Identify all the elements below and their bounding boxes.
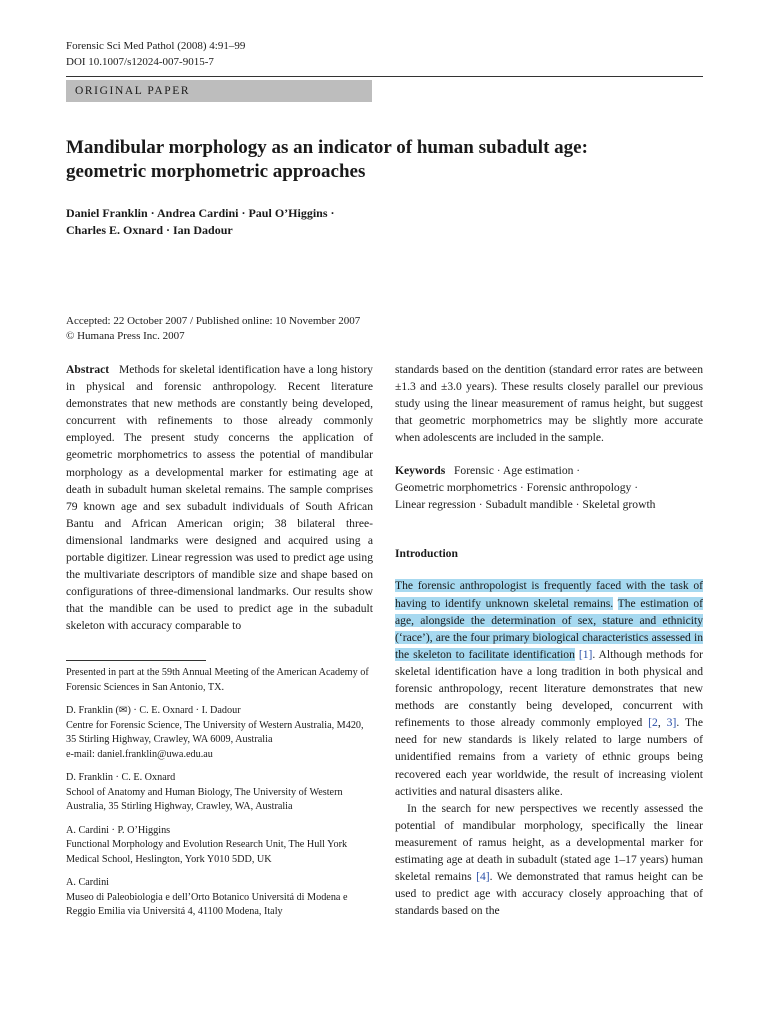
- affiliation-1-address: Centre for Forensic Science, The University of Western Australia, M420, 35 Stirling Highway, Crawley, WA 6009, Australia: [66, 719, 364, 745]
- right-column: [395, 361, 703, 919]
- affiliation-3-names: A. Cardini · P. O’Higgins: [66, 824, 171, 836]
- journal-citation: [66, 38, 245, 70]
- citation-link-1[interactable]: [1]: [578, 647, 593, 661]
- affiliation-2-address: School of Anatomy and Human Biology, The University of Western Australia, 35 Stirling Highway, Crawley, WA, Australia: [66, 786, 343, 812]
- highlighted-sentence-1[interactable]: The forensic anthropologist is frequently faced with the task of having to identify unknown skeletal remains.: [395, 579, 703, 610]
- article-type-banner: ORIGINAL PAPER: [66, 80, 372, 102]
- introduction-heading: Introduction: [395, 547, 458, 561]
- abstract-text: Methods for skeletal identification have a long history in physical and forensic anthropology. Recent literature demonstrates that new methods are constantly being developed, concurrent with refinements to those already commonly employed. The present study concerns the application of geometric morphometrics to assess the potential of mandibular morphology as a developmental marker for estimating age at death in subadult human skeletal remains. The sample comprises 79 known age and sex subadult individuals of South African Bantu and African American origin; 38 bilateral three-dimensional landmarks were designed and acquired using a portable digitizer. Linear regression was used to predict age using the multivariate descriptors of mandible size and shape based on configurations of three-dimensional landmarks. Our results show that the mandible can be used to predict age in the subadult skeleton with accuracy comparable to: [66, 363, 373, 633]
- keywords-label: Keywords: [395, 464, 446, 478]
- keywords-line-2: Geometric morphometrics · Forensic anthropology ·: [395, 481, 639, 495]
- intro-paragraph-1: [395, 577, 703, 799]
- affiliation-2-names: D. Franklin · C. E. Oxnard: [66, 772, 176, 783]
- author-list: [66, 205, 706, 239]
- affiliation-2: [66, 771, 373, 815]
- keywords-line-1: Forensic · Age estimation ·: [453, 464, 581, 478]
- keywords-line-3: Linear regression · Subadult mandible · Skeletal growth: [395, 498, 656, 512]
- publication-dates: [66, 314, 466, 344]
- citation-separator: ,: [657, 716, 667, 730]
- affiliation-4-names: A. Cardini: [66, 877, 110, 888]
- keywords: [395, 462, 703, 513]
- affiliation-4: [66, 876, 373, 920]
- paper-title: [66, 136, 706, 184]
- intro-p2-text-a: In the search for new perspectives we recently assessed the potential of mandibular morphology, specifically the linear measurement of ramus height, as a developmental marker for estimating age at death in subadult (stated age 1–17 years) human skeletal remains: [395, 801, 703, 884]
- intro-paragraph-2: [395, 800, 703, 920]
- affiliation-4-address: Museo di Paleobiologia e dell’Orto Botanico Universitá di Modena e Reggio Emilia via Universitá 4, 41100 Modena, Italy: [66, 891, 348, 917]
- introduction-body: [395, 577, 703, 919]
- accepted-published: Accepted: 22 October 2007 / Published online: 10 November 2007: [66, 315, 361, 327]
- intro-p1-text-a: . Although methods for skeletal identification have a long tradition in both physical and forensic anthropology, recent literature demonstrates that new methods are constantly being developed, concurrent with refinements to those already commonly employed: [395, 647, 704, 730]
- intro-p2-text-b: . We demonstrated that ramus height can be used to predict age with accuracy closely approaching that of standards based on the: [395, 870, 703, 918]
- affiliation-1: [66, 704, 373, 762]
- citation-link-4[interactable]: [4]: [476, 870, 490, 884]
- presented-note: Presented in part at the 59th Annual Meeting of the American Academy of Forensic Sciences in San Antonio, TX.: [66, 667, 369, 693]
- intro-p1-text-b: . The need for new standards is likely related to large numbers of unidentified remains from a variety of ethnic groups being recovered each year worldwide, the result of increasing violent activities and natural disasters alike.: [395, 716, 703, 798]
- highlighted-sentence-2[interactable]: The estimation of age, alongside the determination of sex, stature and ethnicity (‘race’), are the four primary biological characteristics assessed in the skeleton to facilitate identification: [395, 596, 703, 661]
- authors-line-2: Charles E. Oxnard · Ian Dadour: [66, 223, 233, 237]
- footnotes: [66, 666, 373, 929]
- abstract: [66, 361, 373, 635]
- left-column: [66, 361, 373, 635]
- corresponding-email[interactable]: e-mail: daniel.franklin@uwa.edu.au: [66, 748, 213, 760]
- title-line-1: Mandibular morphology as an indicator of human subadult age:: [66, 137, 588, 158]
- doi: DOI 10.1007/s12024-007-9015-7: [66, 56, 214, 68]
- affiliation-3-address: Functional Morphology and Evolution Research Unit, The Hull York Medical School, Heslington, York Y010 5DD, UK: [66, 839, 348, 865]
- copyright: © Humana Press Inc. 2007: [66, 330, 185, 342]
- citation-link-3[interactable]: 3]: [666, 716, 677, 730]
- title-line-2: geometric morphometric approaches: [66, 161, 366, 182]
- citation-link-2[interactable]: [2: [648, 716, 658, 730]
- header-rule: [66, 76, 703, 77]
- authors-line-1: Daniel Franklin · Andrea Cardini · Paul O’Higgins ·: [66, 206, 335, 220]
- footnote-rule: [66, 660, 206, 661]
- affiliation-1-names: D. Franklin (✉) · C. E. Oxnard · I. Dadour: [66, 705, 241, 716]
- journal-reference: Forensic Sci Med Pathol (2008) 4:91–99: [66, 40, 246, 52]
- abstract-label: Abstract: [66, 363, 110, 376]
- affiliation-3: [66, 824, 373, 868]
- abstract-continued: standards based on the dentition (standard error rates are between ±1.3 and ±3.0 years). These results closely parallel our previous study using the linear measurement of ramus height, but suggest that geometric morphometrics may be slightly more accurate when adolescents are included in the sample.: [395, 363, 703, 445]
